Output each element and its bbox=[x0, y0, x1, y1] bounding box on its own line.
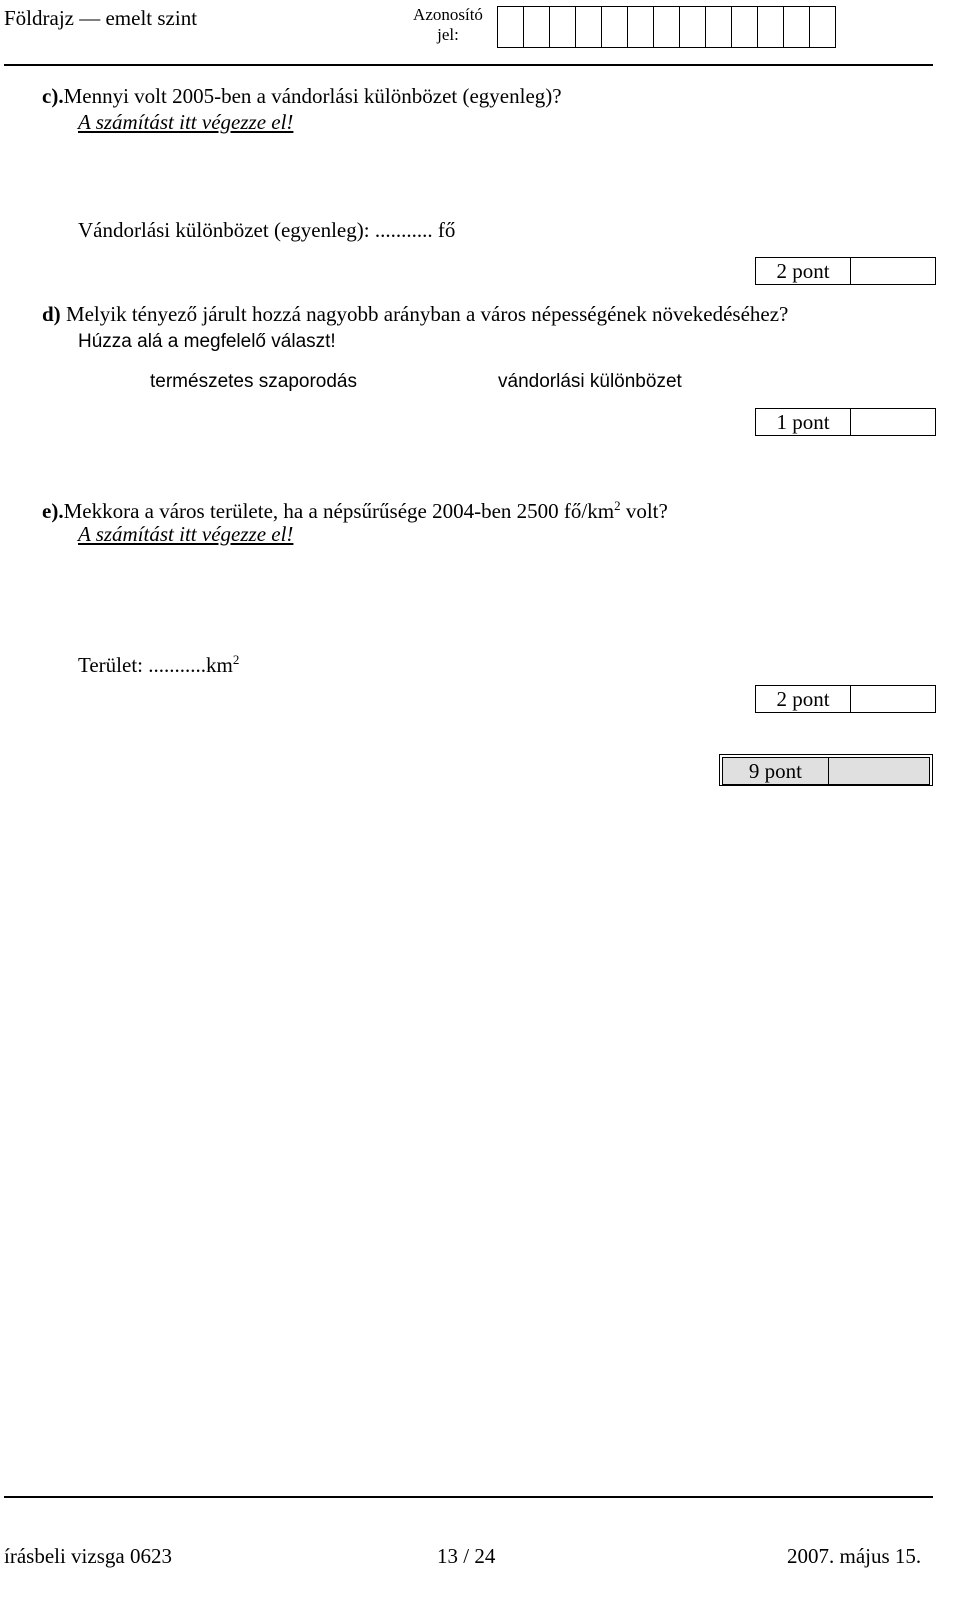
total-score-box bbox=[719, 754, 933, 786]
question-c-score-label: 2 pont bbox=[755, 257, 851, 285]
id-label: Azonosító jel: bbox=[413, 5, 483, 44]
question-c-score-box bbox=[755, 257, 936, 285]
id-char-box[interactable] bbox=[497, 6, 524, 48]
question-d-instruction: Húzza alá a megfelelő választ! bbox=[78, 331, 336, 352]
question-d-score-field[interactable] bbox=[851, 408, 936, 436]
question-e-answer-blank[interactable]: ........... bbox=[148, 653, 206, 677]
footer-date: 2007. május 15. bbox=[787, 1544, 922, 1568]
question-c-instruction: A számítást itt végezze el! bbox=[78, 110, 294, 134]
id-boxes[interactable] bbox=[498, 6, 836, 48]
header-divider bbox=[4, 64, 933, 66]
question-c-label: c). bbox=[42, 84, 64, 108]
question-d-text: Melyik tényező járult hozzá nagyobb arányban a város népességének növekedéséhez? bbox=[65, 302, 789, 326]
question-e-label: e). bbox=[42, 499, 64, 523]
total-score-label: 9 pont bbox=[722, 757, 829, 785]
question-e-answer-sup: 2 bbox=[232, 652, 240, 667]
id-char-box[interactable] bbox=[627, 6, 654, 48]
id-char-box[interactable] bbox=[705, 6, 732, 48]
footer-left: írásbeli vizsga 0623 bbox=[4, 1544, 172, 1568]
id-char-box[interactable] bbox=[783, 6, 810, 48]
question-e-text: Mekkora a város területe, ha a népsűrűsége 2004-ben 2500 fő/km bbox=[63, 499, 615, 523]
id-char-box[interactable] bbox=[549, 6, 576, 48]
question-d-score-box bbox=[755, 408, 936, 436]
header-title: Földrajz — emelt szint bbox=[4, 6, 198, 30]
question-c-answer-unit: fő bbox=[432, 218, 456, 242]
question-c-score-field[interactable] bbox=[851, 257, 936, 285]
question-d bbox=[42, 302, 788, 326]
total-score-field[interactable] bbox=[829, 757, 930, 785]
id-char-box[interactable] bbox=[575, 6, 602, 48]
question-c bbox=[42, 84, 562, 108]
question-e-score-label: 2 pont bbox=[755, 685, 851, 713]
question-e bbox=[42, 494, 668, 523]
question-e-superscript: 2 bbox=[614, 498, 621, 513]
question-c-answer-blank[interactable]: ........... bbox=[374, 218, 433, 242]
option-natural-increase[interactable]: természetes szaporodás bbox=[150, 371, 357, 392]
footer-divider bbox=[4, 1496, 933, 1498]
question-d-label: d) bbox=[42, 302, 61, 326]
question-e-answer bbox=[78, 648, 239, 677]
id-char-box[interactable] bbox=[653, 6, 680, 48]
question-e-score-box bbox=[755, 685, 936, 713]
id-char-box[interactable] bbox=[731, 6, 758, 48]
id-char-box[interactable] bbox=[679, 6, 706, 48]
question-e-score-field[interactable] bbox=[851, 685, 936, 713]
question-e-answer-unit: km bbox=[206, 653, 233, 677]
id-char-box[interactable] bbox=[809, 6, 836, 48]
question-e-text-end: volt? bbox=[620, 499, 668, 523]
question-d-score-label: 1 pont bbox=[755, 408, 851, 436]
option-migration-balance[interactable]: vándorlási különbözet bbox=[498, 371, 682, 392]
question-e-instruction: A számítást itt végezze el! bbox=[78, 522, 294, 546]
id-char-box[interactable] bbox=[523, 6, 550, 48]
question-c-text: Mennyi volt 2005-ben a vándorlási különbözet (egyenleg)? bbox=[63, 84, 562, 108]
id-char-box[interactable] bbox=[601, 6, 628, 48]
id-char-box[interactable] bbox=[757, 6, 784, 48]
question-c-answer bbox=[78, 218, 455, 242]
question-e-answer-label: Terület: bbox=[78, 653, 149, 677]
footer-page-number: 13 / 24 bbox=[437, 1544, 496, 1568]
question-c-answer-label: Vándorlási különbözet (egyenleg): bbox=[78, 218, 375, 242]
